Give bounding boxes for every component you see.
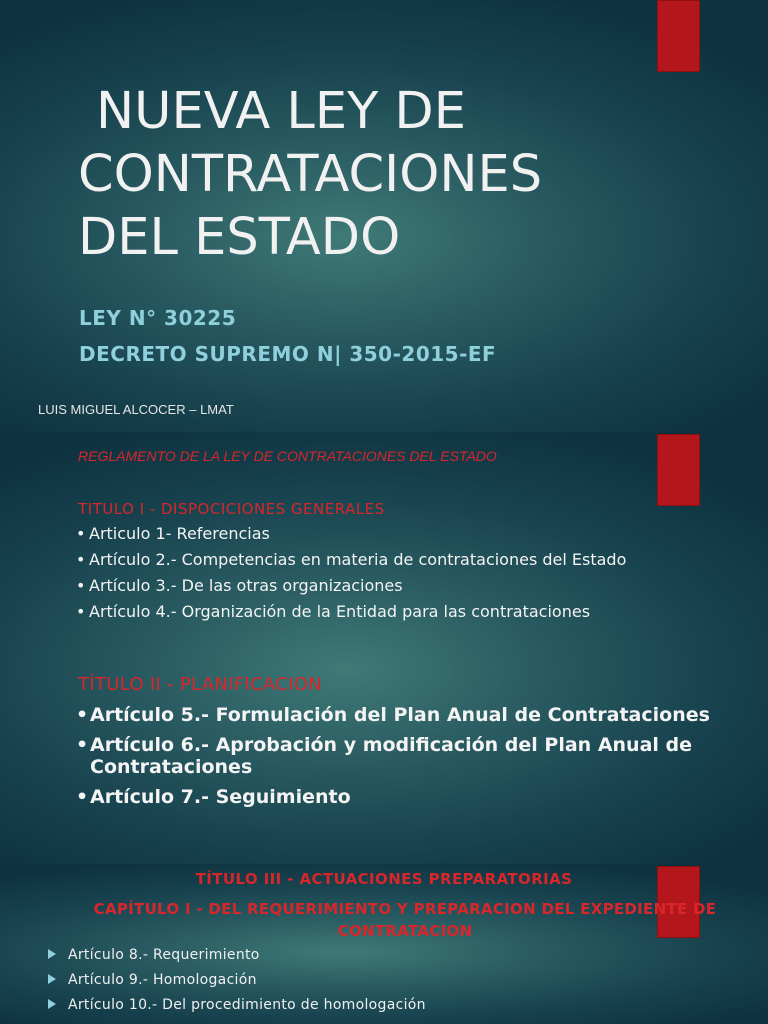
list-item bbox=[76, 524, 736, 544]
list-item-text: Artículo 7.- Seguimiento bbox=[90, 786, 351, 808]
list-item-text: Artículo 2.- Competencias en materia de contrataciones del Estado bbox=[89, 550, 627, 569]
list-item bbox=[76, 576, 736, 596]
list-item-text: Artículo 9.- Homologación bbox=[68, 972, 257, 988]
titulo-2-list bbox=[76, 704, 716, 816]
subtitle-decreto: DECRETO SUPREMO N| 350-2015-EF bbox=[79, 342, 497, 366]
list-item-text: Artículo 5.- Formulación del Plan Anual de Contrataciones bbox=[90, 704, 710, 726]
list-item-text: Artículo 3.- De las otras organizaciones bbox=[89, 576, 403, 595]
bullet-icon: • bbox=[76, 550, 86, 569]
list-item-text: Artículo 6.- Aprobación y modificación del Plan Anual de Contrataciones bbox=[90, 734, 693, 778]
titulo-1-heading: TITULO I - DISPOCICIONES GENERALES bbox=[78, 500, 385, 518]
titulo-2-heading: TÍTULO II - PLANIFICACION bbox=[78, 674, 322, 695]
list-item-text: Artículo 8.- Requerimiento bbox=[68, 947, 260, 963]
slide-title bbox=[0, 0, 768, 432]
reglamento-heading: REGLAMENTO DE LA LEY DE CONTRATACIONES DEL ESTADO bbox=[78, 448, 497, 464]
title-line-2: CONTRATACIONES bbox=[78, 145, 543, 204]
list-item bbox=[76, 786, 716, 808]
bullet-icon: • bbox=[76, 704, 89, 726]
titulo-3-heading: TÍTULO III - ACTUACIONES PREPARATORIAS bbox=[195, 870, 573, 888]
subtitle-ley: LEY N° 30225 bbox=[79, 306, 237, 330]
bullet-icon: • bbox=[76, 786, 89, 808]
list-item-text: Artículo 10.- Del procedimiento de homologación bbox=[68, 997, 426, 1013]
list-item bbox=[76, 704, 716, 726]
capitulo-heading: CAPÍTULO I - DEL REQUERIMIENTO Y PREPARACION DEL EXPEDIENTE DE CONTRATACION bbox=[93, 900, 717, 940]
slide-index bbox=[0, 432, 768, 864]
list-item bbox=[47, 971, 426, 989]
red-accent-bar bbox=[657, 434, 700, 506]
title-line-3: DEL ESTADO bbox=[78, 208, 401, 267]
list-item bbox=[76, 550, 736, 570]
author-name: LUIS MIGUEL ALCOCER – LMAT bbox=[38, 402, 234, 417]
triangle-bullet-icon bbox=[48, 949, 56, 959]
red-accent-bar bbox=[657, 0, 700, 72]
title-line-1: NUEVA LEY DE bbox=[96, 82, 466, 141]
titulo-3-list bbox=[47, 946, 426, 1021]
bullet-icon: • bbox=[76, 524, 86, 543]
list-item bbox=[47, 946, 426, 964]
page-title bbox=[78, 80, 638, 269]
list-item bbox=[76, 734, 716, 778]
list-item-text: Articulo 1- Referencias bbox=[89, 524, 270, 543]
bullet-icon: • bbox=[76, 602, 86, 621]
list-item bbox=[76, 602, 736, 622]
triangle-bullet-icon bbox=[48, 999, 56, 1009]
slide-titulo-3 bbox=[0, 864, 768, 1024]
bullet-icon: • bbox=[76, 576, 86, 595]
list-item bbox=[47, 996, 426, 1014]
titulo-1-list bbox=[76, 524, 736, 628]
triangle-bullet-icon bbox=[48, 974, 56, 984]
bullet-icon: • bbox=[76, 734, 89, 756]
list-item-text: Artículo 4.- Organización de la Entidad para las contrataciones bbox=[89, 602, 591, 621]
